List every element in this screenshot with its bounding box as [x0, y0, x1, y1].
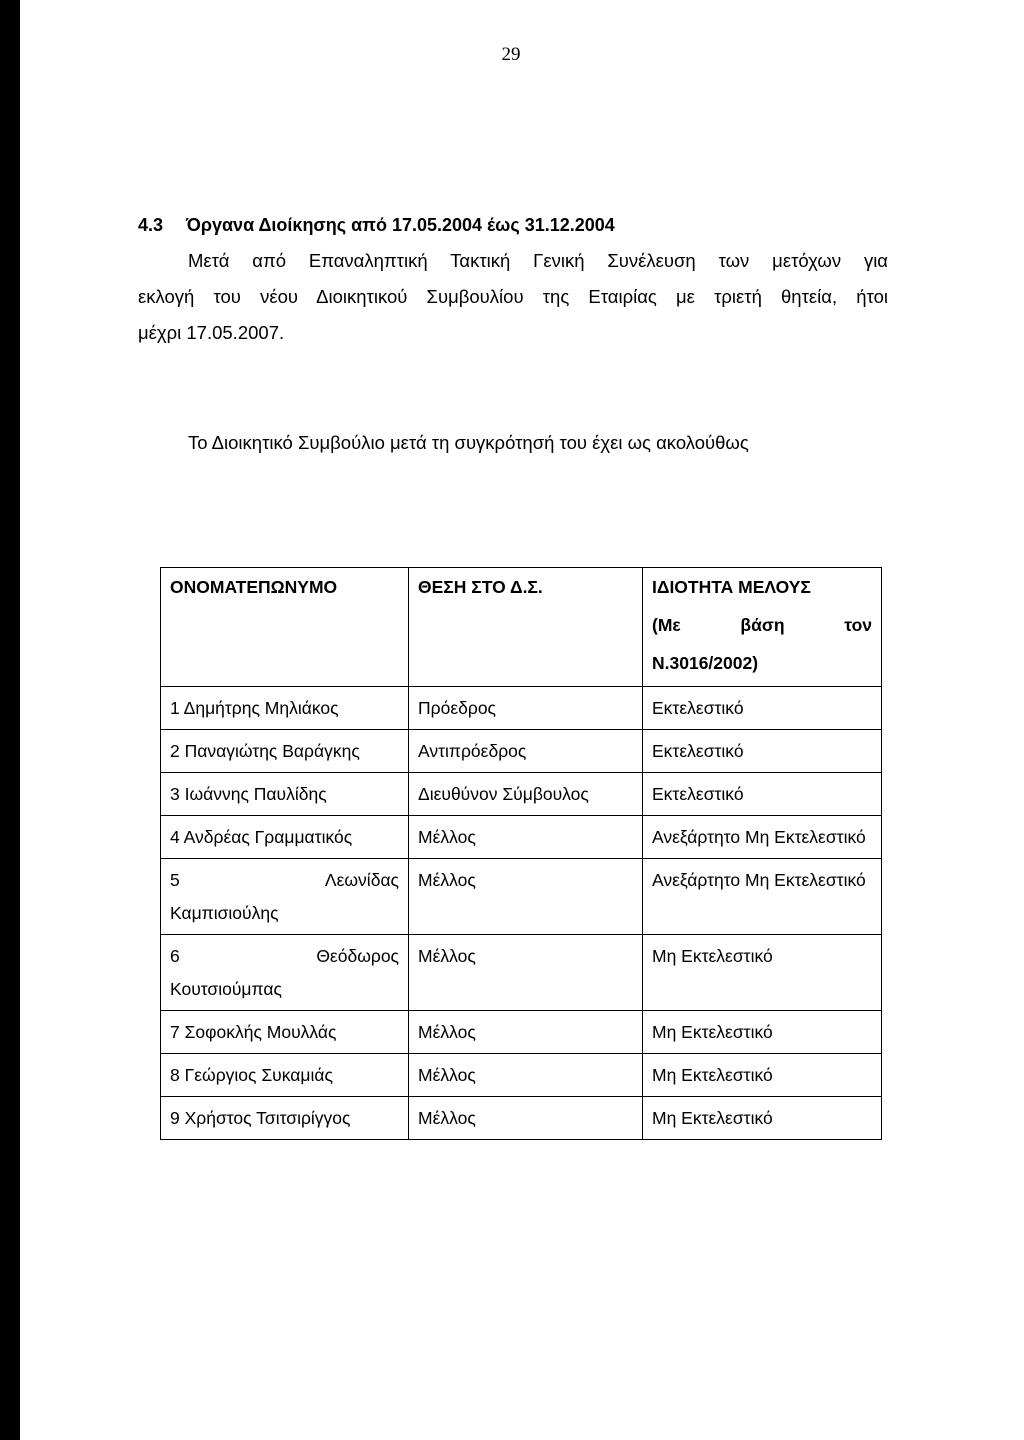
member-position: Μέλλος: [409, 935, 643, 1011]
member-first-name: Θεόδωρος: [316, 946, 399, 966]
member-status: Εκτελεστικό: [643, 773, 882, 816]
section-heading: [138, 215, 615, 236]
member-position: Μέλλος: [409, 1054, 643, 1097]
member-number: 3: [170, 784, 180, 804]
member-name-cell: [161, 730, 409, 773]
member-number: 4: [170, 827, 180, 847]
header-name: ΟΝΟΜΑΤΕΠΩΝΥΜΟ: [161, 568, 409, 687]
member-position: Πρόεδρος: [409, 687, 643, 730]
member-position: Διευθύνον Σύμβουλος: [409, 773, 643, 816]
member-name-cell: [161, 1011, 409, 1054]
intro-line-1: Μετά από Επαναληπτική Τακτική Γενική Συνέλευση των μετόχων για: [188, 250, 888, 271]
member-number: 8: [170, 1065, 180, 1085]
member-number: 9: [170, 1108, 180, 1128]
member-position: Αντιπρόεδρος: [409, 730, 643, 773]
member-name: Χρήστος Τσιτσιρίγγος: [184, 1108, 351, 1128]
member-number: 5: [170, 870, 180, 890]
section-number: 4.3: [138, 215, 164, 235]
document-page: [20, 0, 1024, 1440]
table-row: [161, 1011, 882, 1054]
member-status: Μη Εκτελεστικό: [643, 935, 882, 1011]
header-status-line2: (Με βάση τον: [652, 615, 872, 635]
intro-line-3: μέχρι 17.05.2007.: [138, 322, 285, 343]
member-status: Μη Εκτελεστικό: [643, 1011, 882, 1054]
member-name-cell: [161, 1097, 409, 1140]
member-position: Μέλλος: [409, 1011, 643, 1054]
member-name-cell: [161, 1054, 409, 1097]
page-number: 29: [501, 44, 521, 65]
member-name-cell: [161, 935, 409, 1011]
member-name-cell: [161, 859, 409, 935]
member-name: Γεώργιος Συκαμιάς: [184, 1065, 333, 1085]
header-position: ΘΕΣΗ ΣΤΟ Δ.Σ.: [409, 568, 643, 687]
table-row: [161, 1054, 882, 1097]
header-status-line1: ΙΔΙΟΤΗΤΑ ΜΕΛΟΥΣ: [652, 577, 811, 597]
intro-paragraph: [138, 243, 888, 351]
member-number: 7: [170, 1022, 180, 1042]
member-name-cell: [161, 773, 409, 816]
intro-line-2: εκλογή του νέου Διοικητικού Συμβουλίου της Εταιρίας με τριετή θητεία, ήτοι: [138, 286, 888, 307]
table-row: [161, 859, 882, 935]
board-members-table: [160, 567, 882, 1140]
table-row: [161, 816, 882, 859]
table-row: [161, 935, 882, 1011]
member-position: Μέλλος: [409, 1097, 643, 1140]
member-name: Δημήτρης Μηλιάκος: [183, 698, 339, 718]
member-first-name: Λεωνίδας: [324, 870, 399, 890]
member-name: Σοφοκλής Μουλλάς: [184, 1022, 337, 1042]
table-row: [161, 1097, 882, 1140]
member-number: 1: [170, 698, 180, 718]
member-name-cell: [161, 816, 409, 859]
member-status: Μη Εκτελεστικό: [643, 1054, 882, 1097]
header-status-line3: Ν.3016/2002): [652, 653, 759, 673]
table-row: [161, 730, 882, 773]
member-last-name: Καμπισιούλης: [170, 903, 279, 923]
member-status: Ανεξάρτητο Μη Εκτελεστικό: [643, 859, 882, 935]
section-title: Όργανα Διοίκησης από 17.05.2004 έως 31.12.2004: [186, 215, 615, 235]
member-status: Εκτελεστικό: [643, 730, 882, 773]
member-status: Εκτελεστικό: [643, 687, 882, 730]
member-status: Ανεξάρτητο Μη Εκτελεστικό: [643, 816, 882, 859]
member-position: Μέλλος: [409, 859, 643, 935]
member-number: 2: [170, 741, 180, 761]
board-composition-sentence: Το Διοικητικό Συμβούλιο μετά τη συγκρότησή του έχει ως ακολούθως: [188, 432, 749, 453]
table-row: [161, 773, 882, 816]
member-name: Ιωάννης Παυλίδης: [184, 784, 327, 804]
member-status: Μη Εκτελεστικό: [643, 1097, 882, 1140]
member-last-name: Κουτσιούμπας: [170, 979, 282, 999]
member-name: Ανδρέας Γραμματικός: [183, 827, 353, 847]
table-row: [161, 687, 882, 730]
member-name: Παναγιώτης Βαράγκης: [184, 741, 360, 761]
header-status: [643, 568, 882, 687]
member-name-cell: [161, 687, 409, 730]
member-position: Μέλλος: [409, 816, 643, 859]
member-number: 6: [170, 946, 180, 966]
table-header-row: [161, 568, 882, 687]
